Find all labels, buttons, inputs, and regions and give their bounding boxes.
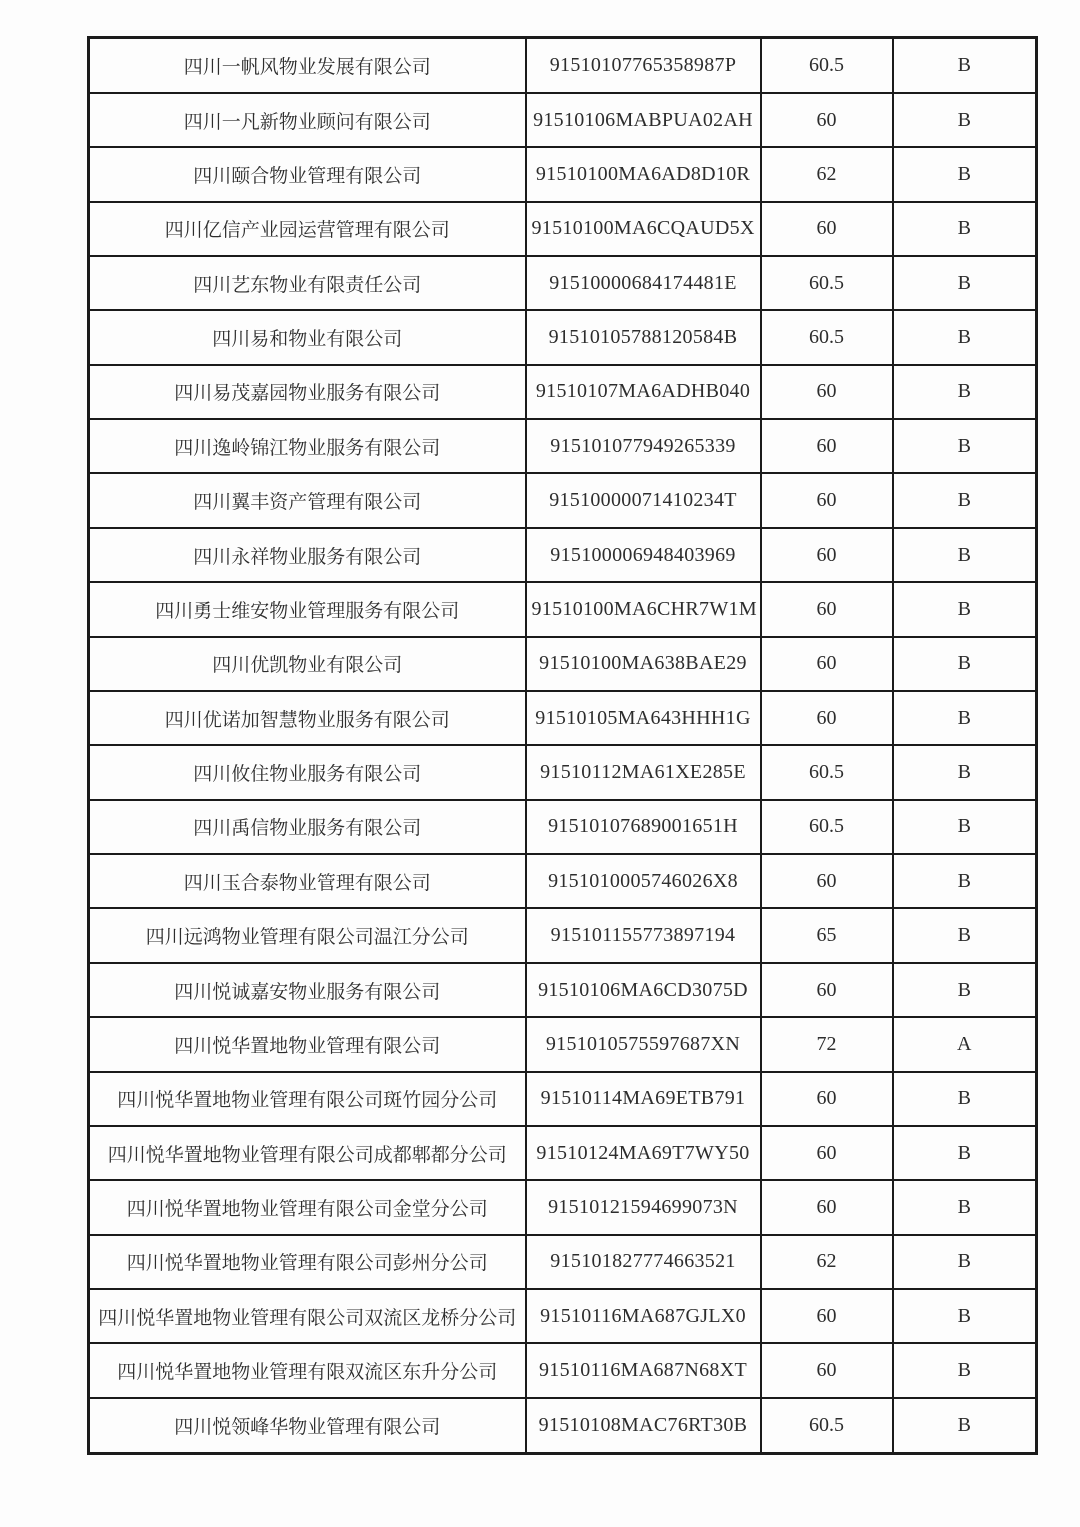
credit-code-cell: 91510107765358987P xyxy=(526,38,761,93)
score-cell: 60 xyxy=(761,419,893,473)
company-name-cell: 四川悦华置地物业管理有限公司斑竹园分公司 xyxy=(89,1072,526,1126)
score-cell: 60 xyxy=(761,202,893,256)
score-cell: 60.5 xyxy=(761,745,893,799)
credit-code-cell: 91510107689001651H xyxy=(526,800,761,854)
credit-code-cell: 91510000684174481E xyxy=(526,256,761,310)
credit-code-cell: 91510000071410234T xyxy=(526,473,761,527)
company-name-cell: 四川艺东物业有限责任公司 xyxy=(89,256,526,310)
company-name-cell: 四川优凯物业有限公司 xyxy=(89,637,526,691)
credit-code-cell: 91510100MA638BAE29 xyxy=(526,637,761,691)
table-row xyxy=(89,147,1037,201)
company-name-cell: 四川悦华置地物业管理有限公司双流区龙桥分公司 xyxy=(89,1289,526,1343)
credit-code-cell: 915101827774663521 xyxy=(526,1235,761,1289)
credit-code-cell: 91510124MA69T7WY50 xyxy=(526,1126,761,1180)
company-name-cell: 四川悦华置地物业管理有限公司金堂分公司 xyxy=(89,1180,526,1234)
credit-code-cell: 9151010575597687XN xyxy=(526,1017,761,1071)
company-name-cell: 四川攸住物业服务有限公司 xyxy=(89,745,526,799)
company-name-cell: 四川远鸿物业管理有限公司温江分公司 xyxy=(89,908,526,962)
score-cell: 60 xyxy=(761,473,893,527)
score-cell: 65 xyxy=(761,908,893,962)
grade-cell: B xyxy=(893,1072,1037,1126)
score-cell: 60 xyxy=(761,528,893,582)
credit-code-cell: 91510114MA69ETB791 xyxy=(526,1072,761,1126)
table-row xyxy=(89,745,1037,799)
grade-cell: B xyxy=(893,1398,1037,1454)
grade-cell: B xyxy=(893,93,1037,147)
score-cell: 60.5 xyxy=(761,38,893,93)
grade-cell: A xyxy=(893,1017,1037,1071)
credit-code-cell: 91510116MA687GJLX0 xyxy=(526,1289,761,1343)
grade-cell: B xyxy=(893,963,1037,1017)
score-cell: 60 xyxy=(761,365,893,419)
score-cell: 60 xyxy=(761,963,893,1017)
credit-code-cell: 91510100MA6AD8D10R xyxy=(526,147,761,201)
credit-code-cell: 91510116MA687N68XT xyxy=(526,1343,761,1397)
score-cell: 62 xyxy=(761,1235,893,1289)
grade-cell: B xyxy=(893,908,1037,962)
table-row xyxy=(89,1072,1037,1126)
score-cell: 60 xyxy=(761,1343,893,1397)
company-name-cell: 四川悦华置地物业管理有限公司成都郫都分公司 xyxy=(89,1126,526,1180)
table-row xyxy=(89,1235,1037,1289)
score-cell: 60 xyxy=(761,691,893,745)
table-row xyxy=(89,310,1037,364)
company-name-cell: 四川玉合泰物业管理有限公司 xyxy=(89,854,526,908)
score-cell: 60 xyxy=(761,582,893,636)
company-name-cell: 四川悦领峰华物业管理有限公司 xyxy=(89,1398,526,1454)
table-row xyxy=(89,800,1037,854)
grade-cell: B xyxy=(893,310,1037,364)
grade-cell: B xyxy=(893,691,1037,745)
grade-cell: B xyxy=(893,1343,1037,1397)
credit-code-cell: 91510100MA6CQAUD5X xyxy=(526,202,761,256)
table-row xyxy=(89,528,1037,582)
credit-code-cell: 91510106MABPUA02AH xyxy=(526,93,761,147)
table-body xyxy=(89,38,1037,1454)
company-name-cell: 四川禹信物业服务有限公司 xyxy=(89,800,526,854)
score-cell: 60 xyxy=(761,93,893,147)
table-row xyxy=(89,473,1037,527)
credit-code-cell: 91510107MA6ADHB040 xyxy=(526,365,761,419)
company-name-cell: 四川悦诚嘉安物业服务有限公司 xyxy=(89,963,526,1017)
credit-code-cell: 91510106MA6CD3075D xyxy=(526,963,761,1017)
table-row xyxy=(89,1398,1037,1454)
company-name-cell: 四川易和物业有限公司 xyxy=(89,310,526,364)
score-cell: 60.5 xyxy=(761,310,893,364)
credit-code-cell: 915101077949265339 xyxy=(526,419,761,473)
credit-code-cell: 91510121594699073N xyxy=(526,1180,761,1234)
score-cell: 60 xyxy=(761,637,893,691)
table-row xyxy=(89,202,1037,256)
grade-cell: B xyxy=(893,1235,1037,1289)
score-cell: 60.5 xyxy=(761,1398,893,1454)
company-name-cell: 四川亿信产业园运营管理有限公司 xyxy=(89,202,526,256)
company-name-cell: 四川易茂嘉园物业服务有限公司 xyxy=(89,365,526,419)
table-row xyxy=(89,963,1037,1017)
score-cell: 60.5 xyxy=(761,800,893,854)
grade-cell: B xyxy=(893,854,1037,908)
company-name-cell: 四川悦华置地物业管理有限双流区东升分公司 xyxy=(89,1343,526,1397)
grade-cell: B xyxy=(893,637,1037,691)
credit-code-cell: 91510100MA6CHR7W1M xyxy=(526,582,761,636)
table-row xyxy=(89,582,1037,636)
grade-cell: B xyxy=(893,202,1037,256)
company-name-cell: 四川优诺加智慧物业服务有限公司 xyxy=(89,691,526,745)
credit-code-cell: 91510108MAC76RT30B xyxy=(526,1398,761,1454)
company-name-cell: 四川永祥物业服务有限公司 xyxy=(89,528,526,582)
table-row xyxy=(89,1343,1037,1397)
score-cell: 60 xyxy=(761,1180,893,1234)
company-name-cell: 四川勇士维安物业管理服务有限公司 xyxy=(89,582,526,636)
table-row xyxy=(89,854,1037,908)
company-name-cell: 四川逸岭锦江物业服务有限公司 xyxy=(89,419,526,473)
grade-cell: B xyxy=(893,582,1037,636)
score-cell: 62 xyxy=(761,147,893,201)
company-rating-table xyxy=(87,36,1038,1455)
grade-cell: B xyxy=(893,745,1037,799)
table-row xyxy=(89,419,1037,473)
grade-cell: B xyxy=(893,800,1037,854)
score-cell: 60 xyxy=(761,854,893,908)
grade-cell: B xyxy=(893,38,1037,93)
table-row xyxy=(89,365,1037,419)
grade-cell: B xyxy=(893,365,1037,419)
table-row xyxy=(89,93,1037,147)
table-row xyxy=(89,1289,1037,1343)
company-name-cell: 四川颐合物业管理有限公司 xyxy=(89,147,526,201)
credit-code-cell: 91510105788120584B xyxy=(526,310,761,364)
credit-code-cell: 91510112MA61XE285E xyxy=(526,745,761,799)
table-row xyxy=(89,38,1037,93)
grade-cell: B xyxy=(893,147,1037,201)
credit-code-cell: 9151010005746026X8 xyxy=(526,854,761,908)
credit-code-cell: 915101155773897194 xyxy=(526,908,761,962)
company-name-cell: 四川一帆风物业发展有限公司 xyxy=(89,38,526,93)
score-cell: 72 xyxy=(761,1017,893,1071)
table-row xyxy=(89,691,1037,745)
table-row xyxy=(89,1180,1037,1234)
credit-code-cell: 915100006948403969 xyxy=(526,528,761,582)
credit-code-cell: 91510105MA643HHH1G xyxy=(526,691,761,745)
company-name-cell: 四川悦华置地物业管理有限公司 xyxy=(89,1017,526,1071)
grade-cell: B xyxy=(893,256,1037,310)
score-cell: 60 xyxy=(761,1072,893,1126)
table-row xyxy=(89,256,1037,310)
table-row xyxy=(89,1126,1037,1180)
score-cell: 60.5 xyxy=(761,256,893,310)
table-row xyxy=(89,637,1037,691)
company-name-cell: 四川悦华置地物业管理有限公司彭州分公司 xyxy=(89,1235,526,1289)
company-name-cell: 四川一凡新物业顾问有限公司 xyxy=(89,93,526,147)
company-name-cell: 四川翼丰资产管理有限公司 xyxy=(89,473,526,527)
grade-cell: B xyxy=(893,1180,1037,1234)
table-row xyxy=(89,1017,1037,1071)
grade-cell: B xyxy=(893,1289,1037,1343)
score-cell: 60 xyxy=(761,1289,893,1343)
score-cell: 60 xyxy=(761,1126,893,1180)
grade-cell: B xyxy=(893,473,1037,527)
grade-cell: B xyxy=(893,419,1037,473)
grade-cell: B xyxy=(893,528,1037,582)
grade-cell: B xyxy=(893,1126,1037,1180)
table-row xyxy=(89,908,1037,962)
